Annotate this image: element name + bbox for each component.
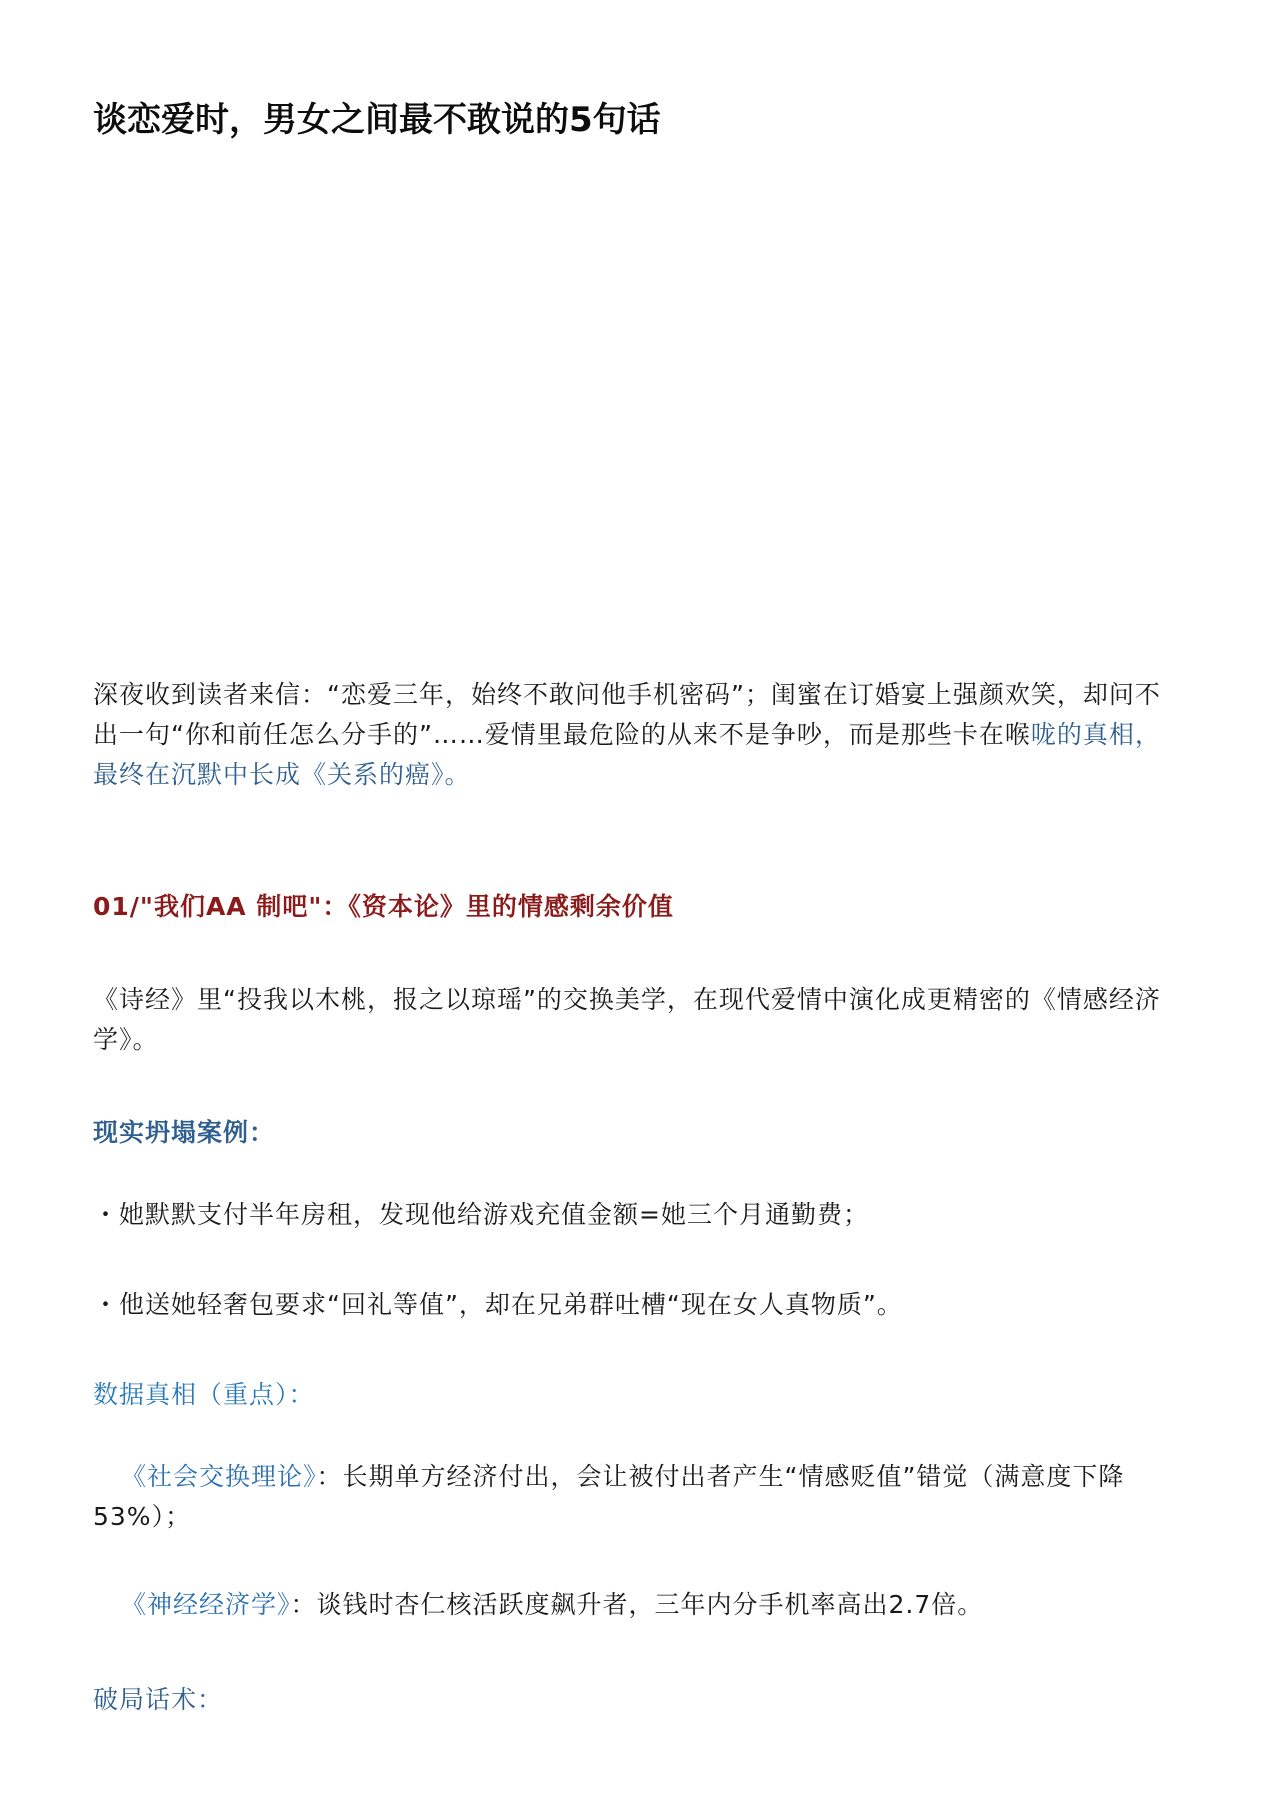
case-bullet-2: ・他送她轻奢包要求“回礼等值”，却在兄弟群吐槽“现在女人真物质”。 (93, 1290, 903, 1319)
section-paragraph: 《诗经》里“投我以木桃，报之以琼瑶”的交换美学，在现代爱情中演化成更精密的《情感经济学》。 (93, 985, 1161, 1054)
tactic-heading: 破局话术： (93, 1685, 224, 1714)
intro-highlight: 咙的真相，最终在沉默中长成《关系的癌》。 (93, 720, 1161, 789)
case-bullet-1: ・她默默支付半年房租，发现他给游戏充值金额=她三个月通勤费； (93, 1200, 869, 1229)
image-placeholder (93, 160, 1180, 630)
reference-text-2: ：谈钱时杏仁核活跃度飙升者，三年内分手机率高出2.7倍。 (290, 1590, 984, 1619)
section-heading: 01/"我们AA 制吧"：《资本论》里的情感剩余价值 (93, 892, 674, 921)
reference-item-2 (93, 1585, 1183, 1625)
reference-item-1 (93, 1457, 1183, 1537)
article-title: 谈恋爱时，男女之间最不敢说的5句话 (93, 100, 661, 140)
reference-text-1: ：长期单方经济付出，会让被付出者产生“情感贬值”错觉（满意度下降53%）； (93, 1462, 1125, 1531)
case-heading: 现实坍塌案例： (93, 1118, 276, 1147)
reference-title-2: 《神经经济学》 (121, 1590, 291, 1619)
intro-paragraph (93, 675, 1183, 795)
reference-title-1: 《社会交换理论》 (121, 1462, 317, 1491)
data-heading: 数据真相（重点）： (93, 1380, 315, 1409)
intro-text: 深夜收到读者来信：“恋爱三年，始终不敢问他手机密码”；闺蜜在订婚宴上强颜欢笑，却问不出一句“你和前任怎么分手的”……爱情里最危险的从来不是争吵，而是那些卡在喉 (93, 680, 1161, 749)
